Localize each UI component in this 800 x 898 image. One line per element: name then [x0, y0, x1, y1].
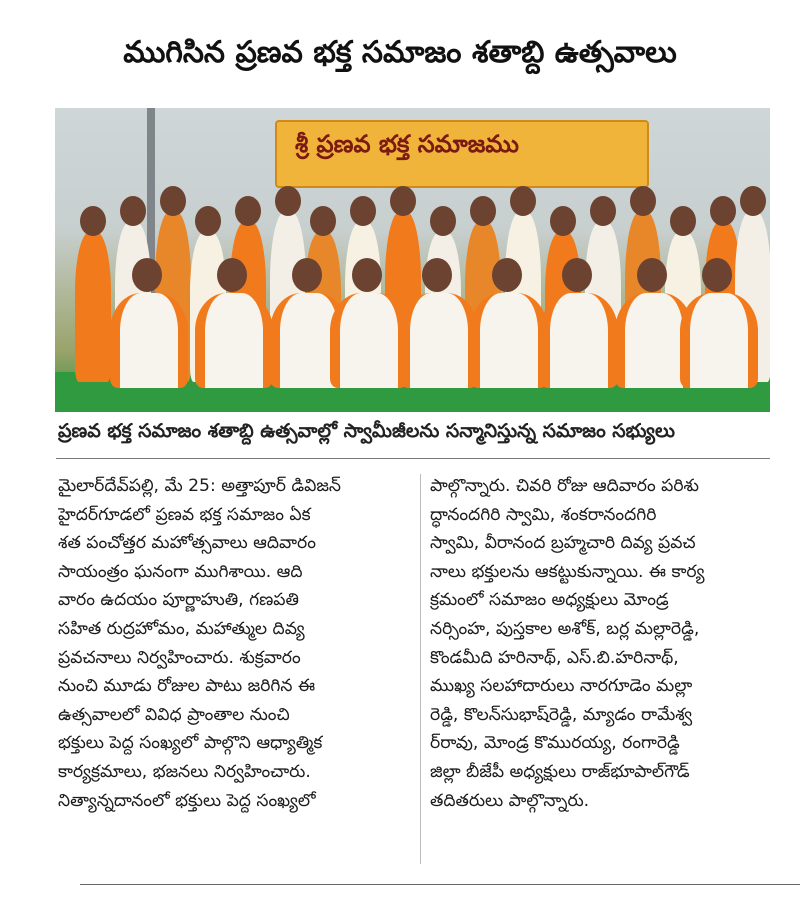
article-line: ర్‌రావు, మోండ్ర కొమురయ్య, రంగారెడ్డి — [430, 733, 680, 754]
article-column-right — [430, 472, 770, 815]
banner-text: శ్రీ ప్రణవ భక్త సమాజము — [295, 130, 519, 158]
article-line: నుంచి మూడు రోజుల పాటు జరిగిన ఈ — [58, 676, 316, 697]
person-head — [430, 206, 456, 236]
column-divider — [420, 474, 421, 864]
person-figure — [75, 232, 111, 382]
article-line: ద్ధానందగిరి స్వామి, శంకరానందగిరి — [430, 504, 657, 525]
article-line: స్వామి, వీరానంద బ్రహ్మచారి దివ్య ప్రవచ — [430, 533, 696, 554]
person-figure — [195, 293, 273, 388]
article-line: ప్రవచనాలు నిర్వహించారు. శుక్రవారం — [58, 647, 301, 668]
person-head — [80, 206, 106, 236]
person-head — [235, 196, 261, 226]
person-head — [590, 196, 616, 226]
person-figure — [330, 293, 408, 388]
article-line: నర్సింహ, పుస్తకాల అశోక్, బర్ల మల్లారెడ్డి, — [430, 618, 700, 639]
person-figure — [470, 293, 548, 388]
person-head — [352, 258, 382, 292]
article-line: వారం ఉదయం పూర్ణాహుతి, గణపతి — [58, 590, 299, 611]
divider — [56, 458, 770, 459]
person-head — [350, 196, 376, 226]
photo-caption: ప్రణవ భక్త సమాజం శతాబ్ది ఉత్సవాల్లో స్వామీజీలను సన్మానిస్తున్న సమాజం సభ్యులు — [58, 420, 676, 442]
person-head — [120, 196, 146, 226]
article-line: పాల్గొన్నారు. చివరి రోజు ఆదివారం పరిశు — [430, 476, 699, 496]
person-head — [637, 258, 667, 292]
article-line: కార్యక్రమాలు, భజనలు నిర్వహించారు. — [58, 761, 311, 782]
article-column-left — [58, 472, 413, 815]
person-head — [470, 196, 496, 226]
news-photo — [55, 108, 770, 412]
person-head — [510, 186, 536, 216]
person-head — [160, 186, 186, 216]
person-head — [217, 258, 247, 292]
person-head — [310, 206, 336, 236]
article-line: నిత్యాన్నదానంలో భక్తులు పెద్ద సంఖ్యలో — [58, 790, 316, 811]
person-head — [132, 258, 162, 292]
person-head — [562, 258, 592, 292]
article-line: తదితరులు పాల్గొన్నారు. — [430, 790, 590, 811]
person-head — [670, 206, 696, 236]
article-line: మైలార్‌దేవ్‌పల్లి, మే 25: అత్తాపూర్ డివిజన్ — [58, 476, 341, 496]
person-figure — [540, 293, 618, 388]
person-head — [422, 258, 452, 292]
bottom-rule — [80, 884, 800, 885]
person-figure — [400, 293, 478, 388]
article-line: రెడ్డి, కొలన్‌సుభాష్‌రెడ్డి, మ్యాడం రామేశ్వ — [430, 704, 693, 725]
person-head — [702, 258, 732, 292]
article-line: ఉత్సవాలలో వివిధ ప్రాంతాల నుంచి — [58, 704, 290, 725]
person-figure — [110, 293, 188, 388]
article-line: సాయంత్రం ఘనంగా ముగిశాయి. ఆది — [58, 561, 303, 582]
article-line: కొండమీది హరినాథ్, ఎస్.బి.హరినాథ్, — [430, 647, 679, 668]
event-banner — [275, 120, 649, 188]
article-line: శత పంచోత్తర మహోత్సవాలు ఆదివారం — [58, 533, 316, 554]
previous-article-strip — [0, 0, 800, 12]
article-line: నాలు భక్తులను ఆకట్టుకున్నాయి. ఈ కార్య — [430, 561, 705, 582]
person-figure — [680, 293, 758, 388]
person-head — [550, 206, 576, 236]
article-line: జిల్లా బీజేపీ అధ్యక్షులు రాజ్‌భూపాల్‌గౌడ్ — [430, 761, 690, 782]
person-head — [492, 258, 522, 292]
person-head — [292, 258, 322, 292]
person-head — [630, 186, 656, 216]
article-line: హైదర్‌గూడలో ప్రణవ భక్త సమాజం ఏక — [58, 504, 311, 525]
person-head — [740, 186, 766, 216]
person-head — [710, 196, 736, 226]
page-title: ముగిసిన ప్రణవ భక్త సమాజం శతాబ్ది ఉత్సవాలు — [123, 35, 677, 70]
article-line: భక్తులు పెద్ద సంఖ్యలో పాల్గొని ఆధ్యాత్మిక — [58, 733, 323, 754]
article-line: ముఖ్య సలహాదారులు నారగూడెం మల్లా — [430, 676, 693, 697]
person-head — [275, 186, 301, 216]
article-line: క్రమంలో సమాజం అధ్యక్షులు మోండ్ర — [430, 590, 669, 611]
person-head — [390, 186, 416, 216]
article-line: సహిత రుద్రహోమం, మహాత్ముల దివ్య — [58, 618, 305, 639]
person-head — [195, 206, 221, 236]
